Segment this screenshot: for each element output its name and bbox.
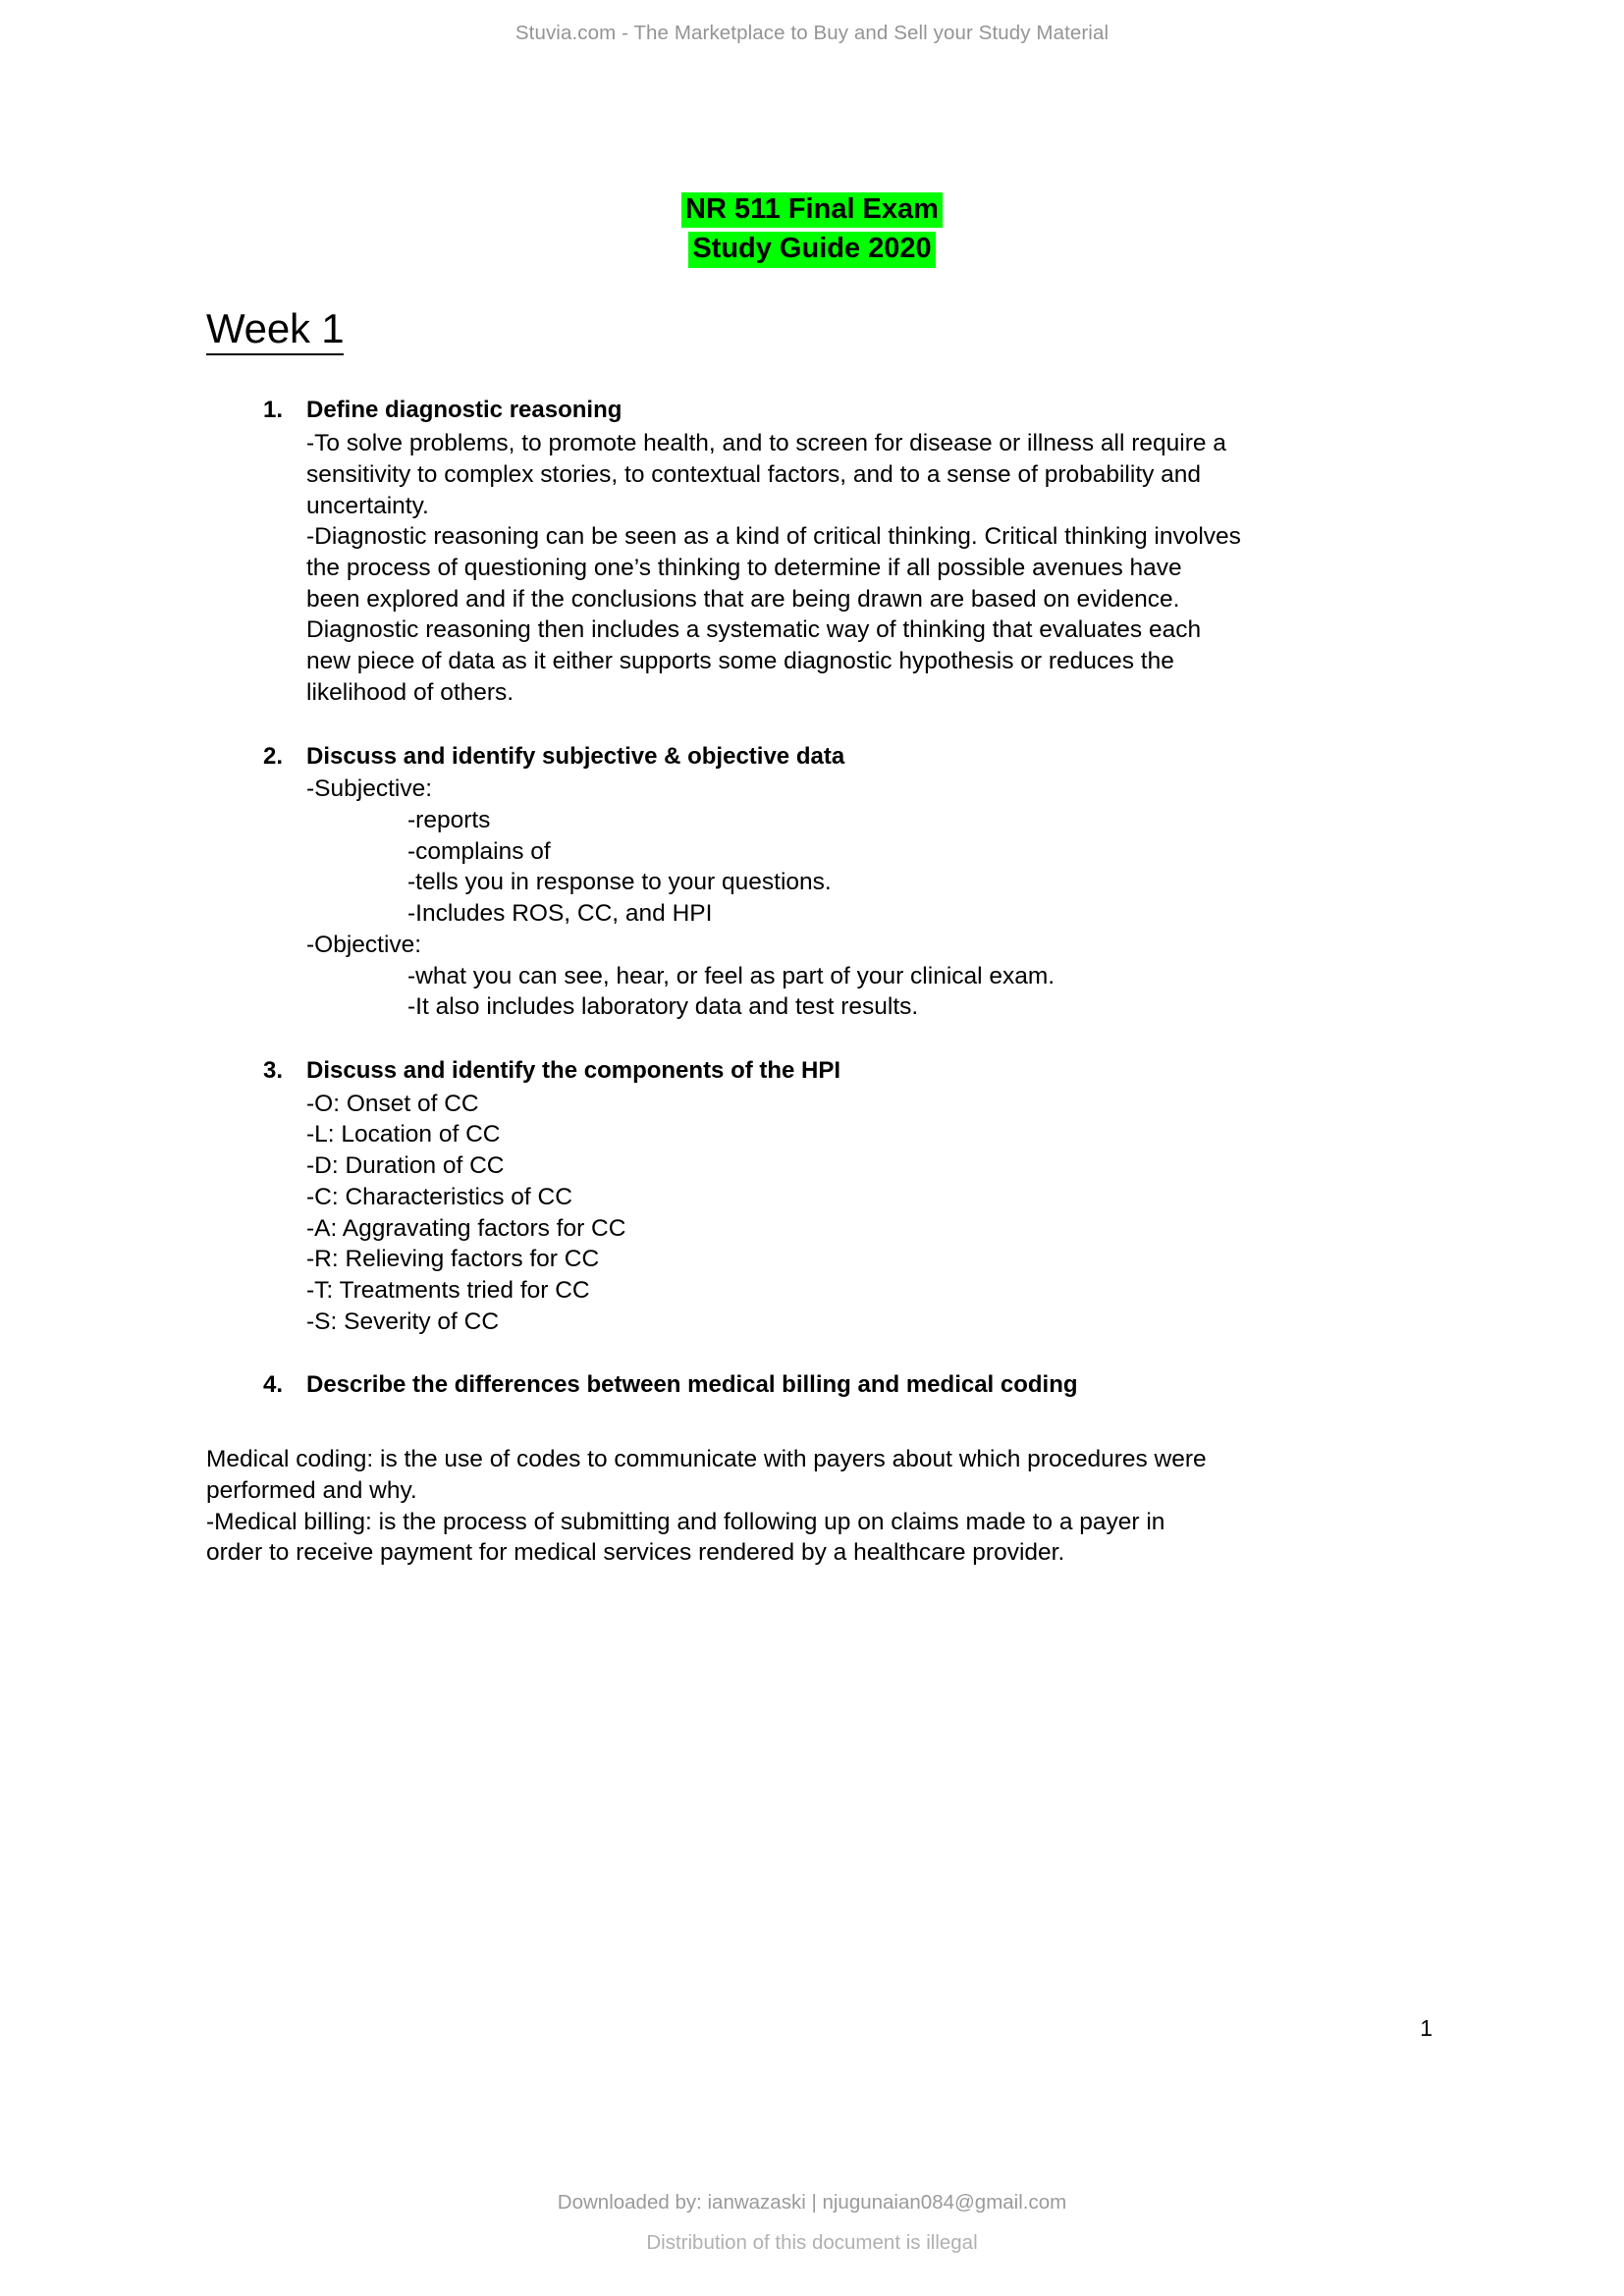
stuvia-footer: [0, 2191, 1624, 2255]
question-body-line: -Diagnostic reasoning can be seen as a kind of critical thinking. Critical thinking involves: [306, 523, 1241, 551]
question-body-line: -reports: [407, 806, 491, 833]
closing-paragraphs: [206, 1444, 1424, 1569]
document-title-line-2: Study Guide 2020: [688, 232, 935, 267]
question-heading: [206, 1056, 1424, 1087]
page-number: 1: [1420, 2015, 1433, 2041]
question-body-line: uncertainty.: [306, 492, 429, 519]
closing-paragraph-line: Medical coding: is the use of codes to communicate with payers about which procedures were: [206, 1446, 1207, 1473]
question-number: 3.: [263, 1057, 284, 1085]
closing-paragraph-line: order to receive payment for medical services rendered by a healthcare provider.: [206, 1539, 1065, 1567]
question-body-line: -Objective:: [306, 931, 422, 958]
question-body-line: -S: Severity of CC: [306, 1308, 500, 1335]
question-body-line: sensitivity to complex stories, to contextual factors, and to a sense of probability and: [306, 460, 1202, 488]
question-number: 4.: [263, 1371, 284, 1399]
question-body-line: -Subjective:: [306, 775, 433, 803]
question-body-line: -Includes ROS, CC, and HPI: [407, 900, 713, 928]
question-heading: [206, 396, 1424, 426]
question-body-line: -It also includes laboratory data and test results.: [407, 993, 919, 1021]
question-list: [206, 396, 1424, 1401]
question-body-line: likelihood of others.: [306, 678, 514, 706]
question-body-line: new piece of data as it either supports some diagnostic hypothesis or reduces the: [306, 648, 1174, 675]
week-heading-text: Week 1: [206, 305, 344, 355]
question-body-line: -T: Treatments tried for CC: [306, 1277, 590, 1305]
footer-distribution-notice: Distribution of this document is illegal: [646, 2231, 978, 2254]
question-body-line: -A: Aggravating factors for CC: [306, 1214, 626, 1242]
question-block: [206, 396, 1424, 708]
stuvia-header-banner: [0, 22, 1624, 45]
question-block: [206, 742, 1424, 1023]
question-body: [206, 428, 1424, 708]
question-heading-text: Describe the differences between medical billing and medical coding: [306, 1371, 1078, 1399]
title-line-1-wrapper: [0, 192, 1624, 228]
question-body-line: -L: Location of CC: [306, 1121, 501, 1148]
question-heading-text: Discuss and identify the components of the HPI: [306, 1057, 841, 1085]
question-body-line: -C: Characteristics of CC: [306, 1183, 572, 1210]
question-body-line: -complains of: [407, 837, 551, 865]
question-body-line: -R: Relieving factors for CC: [306, 1246, 600, 1273]
closing-paragraph-line: -Medical billing: is the process of submitting and following up on claims made to a payer in: [206, 1508, 1165, 1535]
title-line-2-wrapper: [0, 232, 1624, 267]
question-body-line: the process of questioning one’s thinking to determine if all possible avenues have: [306, 554, 1182, 581]
question-body: [206, 774, 1424, 1023]
question-body: [206, 1089, 1424, 1338]
closing-paragraph-line: performed and why.: [206, 1476, 417, 1504]
question-body-line: -O: Onset of CC: [306, 1090, 479, 1117]
question-block: [206, 1370, 1424, 1401]
question-number: 1.: [263, 397, 284, 424]
question-block: [206, 1056, 1424, 1337]
question-heading: [206, 1370, 1424, 1401]
document-title-line-1: NR 511 Final Exam: [681, 192, 943, 228]
question-number: 2.: [263, 742, 284, 770]
question-body-line: been explored and if the conclusions that are being drawn are based on evidence.: [306, 585, 1180, 613]
question-body-line: -what you can see, hear, or feel as part of your clinical exam.: [407, 962, 1056, 989]
question-body-line: Diagnostic reasoning then includes a systematic way of thinking that evaluates each: [306, 616, 1202, 644]
question-heading: [206, 742, 1424, 773]
question-body-line: -To solve problems, to promote health, and to screen for disease or illness all require a: [306, 430, 1226, 457]
question-body-line: -tells you in response to your questions.: [407, 869, 832, 896]
question-body-line: -D: Duration of CC: [306, 1152, 505, 1180]
footer-downloaded-by: Downloaded by: ianwazaski | njugunaian084@gmail.com: [557, 2191, 1067, 2214]
question-heading-text: Define diagnostic reasoning: [306, 397, 623, 424]
week-heading: [206, 306, 1424, 350]
stuvia-header-text: Stuvia.com - The Marketplace to Buy and Sell your Study Material: [514, 22, 1110, 44]
document-body: [206, 306, 1424, 1569]
question-heading-text: Discuss and identify subjective & objective data: [306, 742, 845, 770]
document-title-block: [0, 192, 1624, 268]
